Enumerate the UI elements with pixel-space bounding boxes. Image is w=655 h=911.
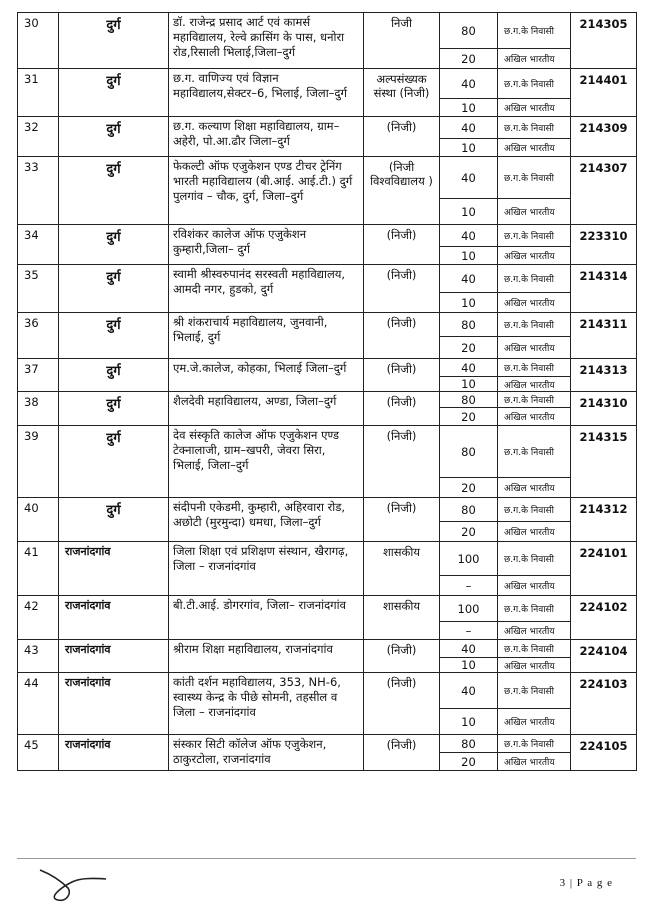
seats-all-india: 20 [440, 49, 498, 69]
category-state-resident: छ.ग.के निवासी [498, 69, 571, 99]
college-code: 214401 [571, 69, 637, 117]
category-all-india: अखिल भारतीय [498, 658, 571, 673]
college-name: जिला शिक्षा एवं प्रशिक्षण संस्थान, खैरागढ़, जिला – राजनांदगांव [169, 542, 364, 596]
district-name: दुर्ग [59, 392, 169, 426]
seats-all-india: 10 [440, 247, 498, 265]
institution-type: (निजी) [364, 735, 440, 771]
category-state-resident: छ.ग.के निवासी [498, 359, 571, 377]
table-row [18, 735, 637, 753]
seats-all-india: 10 [440, 199, 498, 225]
table-row [18, 359, 637, 377]
category-all-india: अखिल भारतीय [498, 622, 571, 640]
seats-state-resident: 40 [440, 265, 498, 293]
district-name: राजनांदगांव [59, 735, 169, 771]
district-name: दुर्ग [59, 313, 169, 359]
category-all-india: अखिल भारतीय [498, 99, 571, 117]
district-name: दुर्ग [59, 426, 169, 498]
institution-type: निजी [364, 13, 440, 69]
college-name: संस्कार सिटी कॉलेज ऑफ एजुकेशन, ठाकुरटोला, राजनांदगांव [169, 735, 364, 771]
seats-state-resident: 40 [440, 673, 498, 709]
table-row [18, 157, 637, 199]
serial-number: 32 [18, 117, 59, 157]
college-name: स्वामी श्रीस्वरुपानंद सरस्वती महाविद्यालय, आमदी नगर, हुडको, दुर्ग [169, 265, 364, 313]
serial-number: 35 [18, 265, 59, 313]
serial-number: 37 [18, 359, 59, 392]
institution-type: (निजी) [364, 313, 440, 359]
serial-number: 36 [18, 313, 59, 359]
category-all-india: अखिल भारतीय [498, 199, 571, 225]
seats-all-india: 10 [440, 139, 498, 157]
district-name: दुर्ग [59, 13, 169, 69]
seats-all-india: 20 [440, 337, 498, 359]
table-row [18, 13, 637, 49]
college-code: 214312 [571, 498, 637, 542]
table-row [18, 498, 637, 522]
category-all-india: अखिल भारतीय [498, 408, 571, 426]
seats-state-resident: 80 [440, 498, 498, 522]
district-name: दुर्ग [59, 157, 169, 225]
category-state-resident: छ.ग.के निवासी [498, 542, 571, 576]
table-row [18, 426, 637, 478]
college-seat-table [17, 12, 637, 771]
district-name: राजनांदगांव [59, 640, 169, 673]
serial-number: 33 [18, 157, 59, 225]
category-all-india: अखिल भारतीय [498, 247, 571, 265]
category-state-resident: छ.ग.के निवासी [498, 640, 571, 658]
table-row [18, 596, 637, 622]
district-name: राजनांदगांव [59, 673, 169, 735]
college-code: 214310 [571, 392, 637, 426]
district-name: दुर्ग [59, 117, 169, 157]
category-all-india: अखिल भारतीय [498, 139, 571, 157]
seats-state-resident: 40 [440, 225, 498, 247]
seats-state-resident: 40 [440, 157, 498, 199]
college-name: एम.जे.कालेज, कोहका, भिलाई जिला–दुर्ग [169, 359, 364, 392]
category-all-india: अखिल भारतीय [498, 753, 571, 771]
district-name: दुर्ग [59, 359, 169, 392]
college-code: 214309 [571, 117, 637, 157]
college-code: 214315 [571, 426, 637, 498]
seats-all-india: 10 [440, 658, 498, 673]
institution-type: अल्पसंख्यक संस्था (निजी) [364, 69, 440, 117]
college-name: कांती दर्शन महाविद्यालय, 353, NH-6, स्वास्थ्य केन्द्र के पीछे सोमनी, तहसील व जिला – राजनांदगांव [169, 673, 364, 735]
college-name: श्री शंकराचार्य महाविद्यालय, जुनवानी, भिलाई, दुर्ग [169, 313, 364, 359]
category-state-resident: छ.ग.के निवासी [498, 157, 571, 199]
institution-type: (निजी) [364, 426, 440, 498]
college-name: श्रीराम शिक्षा महाविद्यालय, राजनांदगांव [169, 640, 364, 673]
seats-all-india: 10 [440, 709, 498, 735]
category-state-resident: छ.ग.के निवासी [498, 392, 571, 408]
college-name: देव संस्कृति कालेज ऑफ एजुकेशन एण्ड टेक्नालाजी, ग्राम–खपरी, जेवरा सिरा, भिलाई, जिला–दुर्ग [169, 426, 364, 498]
seats-state-resident: 40 [440, 117, 498, 139]
table-row [18, 673, 637, 709]
college-code: 214305 [571, 13, 637, 69]
category-all-india: अखिल भारतीय [498, 522, 571, 542]
serial-number: 31 [18, 69, 59, 117]
serial-number: 38 [18, 392, 59, 426]
college-code: 224104 [571, 640, 637, 673]
category-all-india: अखिल भारतीय [498, 293, 571, 313]
signature-mark [36, 858, 116, 908]
seats-all-india: 10 [440, 99, 498, 117]
college-code: 224103 [571, 673, 637, 735]
category-state-resident: छ.ग.के निवासी [498, 225, 571, 247]
seats-all-india: 10 [440, 377, 498, 392]
institution-type: शासकीय [364, 596, 440, 640]
district-name: दुर्ग [59, 69, 169, 117]
district-name: दुर्ग [59, 225, 169, 265]
seats-state-resident: 80 [440, 392, 498, 408]
serial-number: 39 [18, 426, 59, 498]
serial-number: 45 [18, 735, 59, 771]
college-name: बी.टी.आई. डोगरगांव, जिला– राजनांदगांव [169, 596, 364, 640]
category-state-resident: छ.ग.के निवासी [498, 117, 571, 139]
district-name: राजनांदगांव [59, 542, 169, 596]
institution-type: (निजी) [364, 359, 440, 392]
college-name: रविशंकर कालेज ऑफ एजुकेशन कुम्हारी,जिला– दुर्ग [169, 225, 364, 265]
serial-number: 30 [18, 13, 59, 69]
category-state-resident: छ.ग.के निवासी [498, 735, 571, 753]
college-code: 214314 [571, 265, 637, 313]
seats-all-india: 20 [440, 408, 498, 426]
seats-state-resident: 40 [440, 640, 498, 658]
category-all-india: अखिल भारतीय [498, 709, 571, 735]
institution-type: (निजी) [364, 265, 440, 313]
district-name: दुर्ग [59, 265, 169, 313]
institution-type: (निजी) [364, 640, 440, 673]
table-row [18, 392, 637, 408]
serial-number: 44 [18, 673, 59, 735]
institution-type: (निजी विश्वविद्यालय ) [364, 157, 440, 225]
institution-type: शासकीय [364, 542, 440, 596]
seats-all-india: – [440, 622, 498, 640]
college-code: 214311 [571, 313, 637, 359]
category-all-india: अखिल भारतीय [498, 576, 571, 596]
institution-type: (निजी) [364, 392, 440, 426]
page-number: 3 | P a g e [559, 877, 613, 889]
table-row [18, 542, 637, 576]
institution-type: (निजी) [364, 117, 440, 157]
serial-number: 41 [18, 542, 59, 596]
college-name: शैलदेवी महाविद्यालय, अण्डा, जिला–दुर्ग [169, 392, 364, 426]
seats-state-resident: 40 [440, 359, 498, 377]
college-name: डॉ. राजेन्द्र प्रसाद आर्ट एवं कामर्स महाविद्यालय, रेल्वे क्रासिंग के पास, धनोरा रोड,रिसाली भिलाई,जिला–दुर्ग [169, 13, 364, 69]
table-row [18, 265, 637, 293]
category-state-resident: छ.ग.के निवासी [498, 13, 571, 49]
category-state-resident: छ.ग.के निवासी [498, 498, 571, 522]
serial-number: 43 [18, 640, 59, 673]
college-name: फेकल्टी ऑफ एजुकेशन एण्ड टीचर ट्रेनिंग भारती महाविद्यालय (बी.आई. आई.टी.) दुर्ग पुलगांव – चौक, दुर्ग, जिला–दुर्ग [169, 157, 364, 225]
seats-state-resident: 80 [440, 426, 498, 478]
district-name: दुर्ग [59, 498, 169, 542]
category-state-resident: छ.ग.के निवासी [498, 313, 571, 337]
institution-type: (निजी) [364, 673, 440, 735]
college-name: छ.ग. वाणिज्य एवं विज्ञान महाविद्यालय,सेक्टर–6, भिलाई, जिला–दुर्ग [169, 69, 364, 117]
category-all-india: अखिल भारतीय [498, 377, 571, 392]
institution-type: (निजी) [364, 498, 440, 542]
seats-all-india: 20 [440, 522, 498, 542]
college-code: 214307 [571, 157, 637, 225]
seats-state-resident: 80 [440, 735, 498, 753]
seats-state-resident: 100 [440, 596, 498, 622]
category-state-resident: छ.ग.के निवासी [498, 426, 571, 478]
seats-state-resident: 100 [440, 542, 498, 576]
table-row [18, 225, 637, 247]
seats-all-india: 20 [440, 478, 498, 498]
seats-state-resident: 80 [440, 13, 498, 49]
seats-state-resident: 80 [440, 313, 498, 337]
college-name: छ.ग. कल्याण शिक्षा महाविद्यालय, ग्राम–अहेरी, पो.आ.ढौर जिला–दुर्ग [169, 117, 364, 157]
category-state-resident: छ.ग.के निवासी [498, 265, 571, 293]
category-all-india: अखिल भारतीय [498, 478, 571, 498]
table-row [18, 313, 637, 337]
college-code: 224102 [571, 596, 637, 640]
college-name: संदीपनी एकेडमी, कुम्हारी, अहिरवारा रोड, अछोटी (मुरमुन्दा) धमधा, जिला–दुर्ग [169, 498, 364, 542]
category-all-india: अखिल भारतीय [498, 337, 571, 359]
serial-number: 40 [18, 498, 59, 542]
table-row [18, 640, 637, 658]
college-code: 224105 [571, 735, 637, 771]
district-name: राजनांदगांव [59, 596, 169, 640]
seats-all-india: 10 [440, 293, 498, 313]
college-code: 223310 [571, 225, 637, 265]
college-code: 224101 [571, 542, 637, 596]
serial-number: 42 [18, 596, 59, 640]
table-row [18, 117, 637, 139]
table-row [18, 69, 637, 99]
seats-state-resident: 40 [440, 69, 498, 99]
category-state-resident: छ.ग.के निवासी [498, 596, 571, 622]
institution-type: (निजी) [364, 225, 440, 265]
category-all-india: अखिल भारतीय [498, 49, 571, 69]
serial-number: 34 [18, 225, 59, 265]
college-code: 214313 [571, 359, 637, 392]
seats-all-india: 20 [440, 753, 498, 771]
seats-all-india: – [440, 576, 498, 596]
category-state-resident: छ.ग.के निवासी [498, 673, 571, 709]
